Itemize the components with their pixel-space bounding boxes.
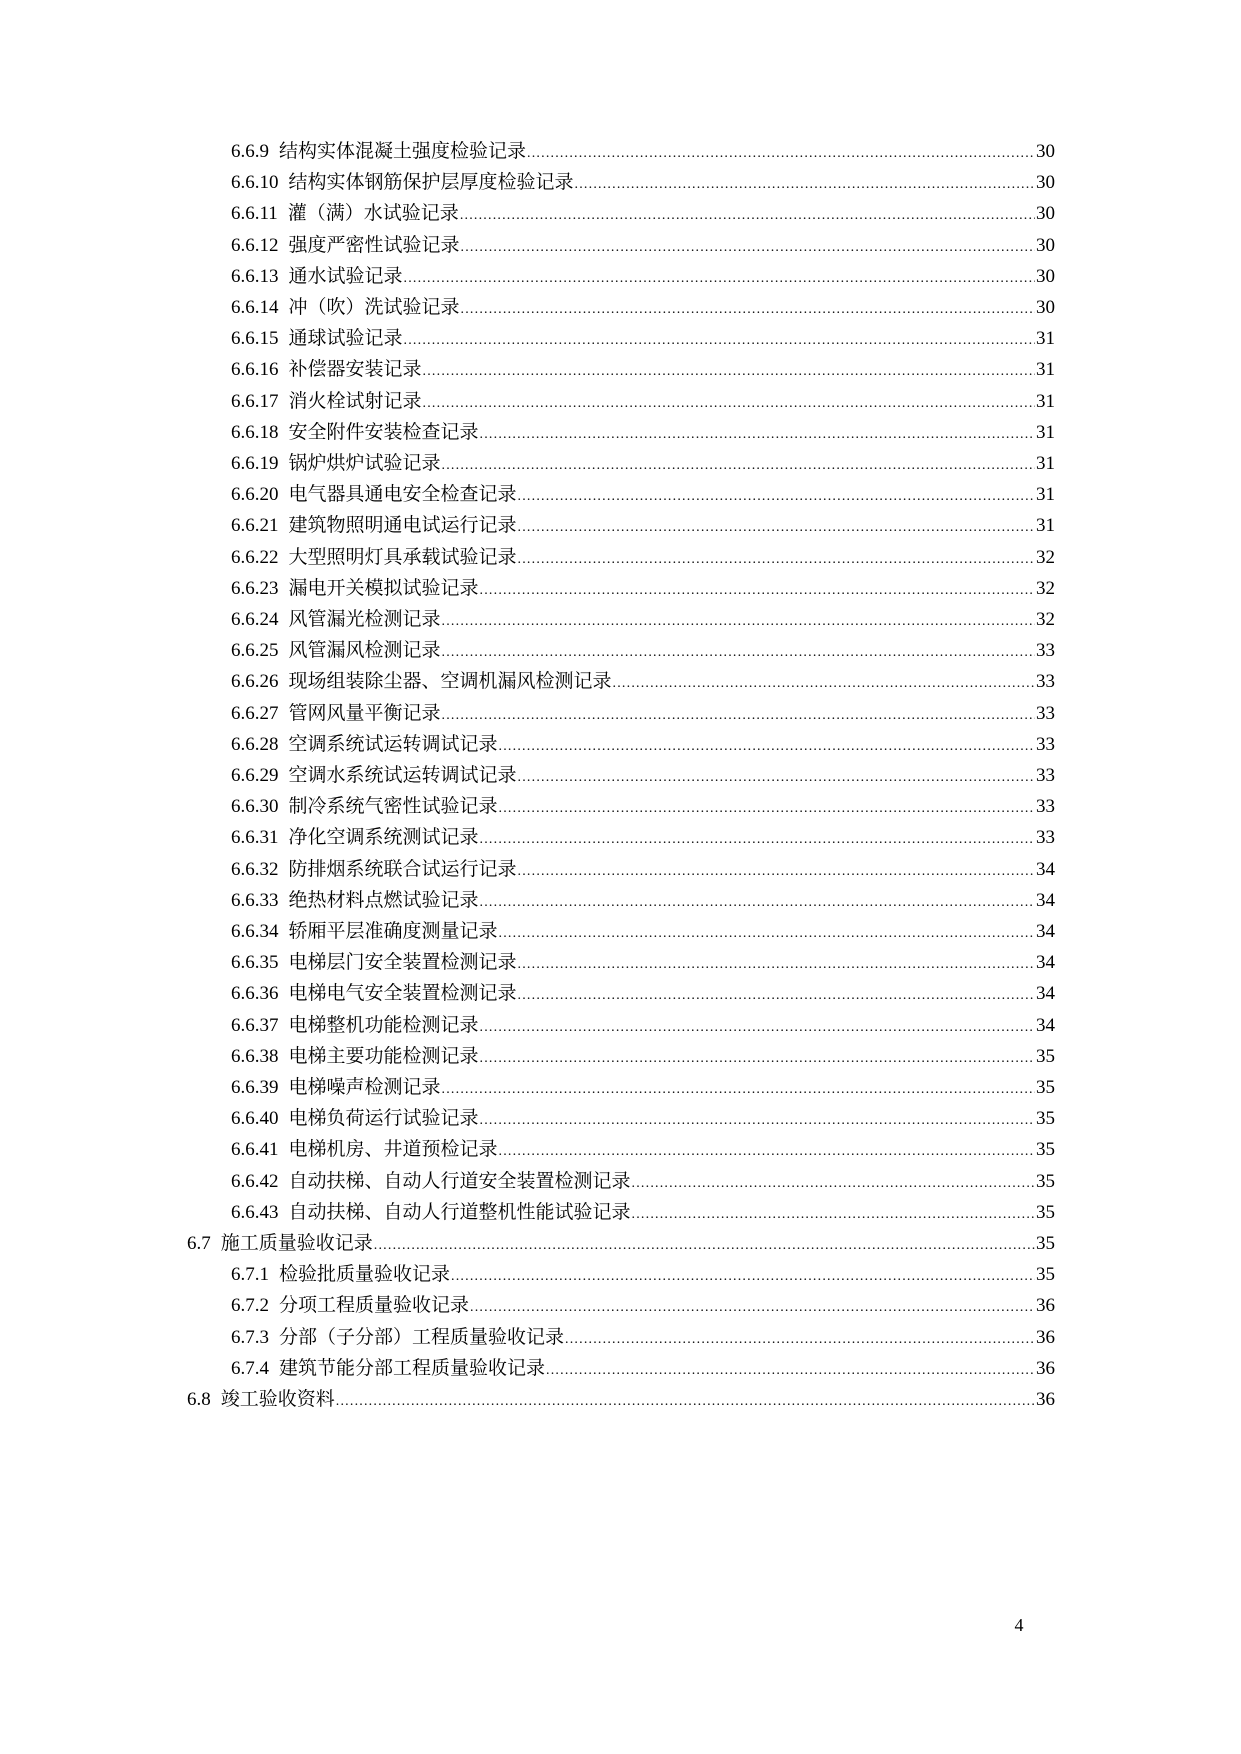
toc-entry[interactable] <box>231 324 1055 354</box>
toc-entry-page: 33 <box>1036 702 1055 724</box>
toc-entry-title: 分部（子分部）工程质量验收记录 <box>279 1326 565 1348</box>
toc-entry-title: 竣工验收资料 <box>220 1389 335 1410</box>
toc-entry-number: 6.6.35 <box>231 952 279 974</box>
toc-entry-title: 现场组装除尘器、空调机漏风检测记录 <box>288 671 612 693</box>
toc-entry-number: 6.6.36 <box>231 983 279 1005</box>
toc-entry[interactable] <box>231 1135 1055 1165</box>
toc-entry-number: 6.6.9 <box>231 141 269 162</box>
toc-entry[interactable] <box>231 667 1055 697</box>
toc-entry[interactable] <box>231 605 1055 635</box>
toc-dot-leader <box>442 701 1035 731</box>
toc-entry-title: 轿厢平层准确度测量记录 <box>288 921 498 942</box>
toc-entry[interactable] <box>231 293 1055 323</box>
toc-dot-leader <box>518 763 1035 793</box>
toc-entry-number: 6.6.42 <box>231 1170 279 1192</box>
toc-entry[interactable] <box>231 1354 1055 1384</box>
toc-entry-title: 安全附件安装检查记录 <box>288 421 479 443</box>
toc-entry-page: 31 <box>1036 359 1055 381</box>
toc-entry[interactable] <box>231 1198 1055 1228</box>
toc-dot-leader <box>518 950 1035 980</box>
toc-entry-title: 风管漏风检测记录 <box>288 640 441 662</box>
toc-dot-leader <box>613 669 1035 699</box>
toc-entry-page: 33 <box>1036 671 1055 693</box>
toc-entry-page: 36 <box>1036 1295 1055 1317</box>
toc-entry[interactable] <box>231 917 1055 947</box>
toc-entry-title: 检验批质量验收记录 <box>279 1264 451 1286</box>
toc-entry[interactable] <box>231 1104 1055 1134</box>
toc-entry-page: 36 <box>1036 1389 1055 1410</box>
toc-dot-leader <box>499 794 1035 824</box>
toc-dot-leader <box>470 1293 1035 1323</box>
toc-entry-number: 6.7.3 <box>231 1326 269 1348</box>
toc-dot-leader <box>518 857 1035 887</box>
toc-entry-page: 31 <box>1036 484 1055 506</box>
toc-entry[interactable] <box>231 636 1055 666</box>
toc-entry[interactable] <box>231 1167 1055 1197</box>
toc-entry-number: 6.8 <box>187 1389 211 1410</box>
toc-entry[interactable] <box>231 480 1055 510</box>
toc-entry-page: 35 <box>1036 1045 1055 1067</box>
toc-entry-number: 6.6.24 <box>231 609 279 630</box>
toc-entry-title: 强度严密性试验记录 <box>288 234 460 256</box>
toc-entry-number: 6.6.11 <box>231 203 278 225</box>
toc-dot-leader <box>499 1137 1035 1167</box>
toc-entry-number: 6.6.25 <box>231 640 279 662</box>
toc-entry-title: 电梯电气安全装置检测记录 <box>288 983 517 1005</box>
toc-entry[interactable] <box>231 730 1055 760</box>
toc-entry[interactable] <box>231 948 1055 978</box>
toc-entry-title: 结构实体钢筋保护层厚度检验记录 <box>288 172 574 194</box>
toc-entry-title: 通球试验记录 <box>288 328 403 350</box>
toc-entry-title: 灌（满）水试验记录 <box>287 203 459 225</box>
toc-entry-page: 31 <box>1036 515 1055 537</box>
toc-entry-title: 电气器具通电安全检查记录 <box>288 484 517 506</box>
toc-dot-leader <box>404 264 1035 294</box>
toc-entry-title: 建筑物照明通电试运行记录 <box>288 515 517 537</box>
toc-entry-number: 6.6.15 <box>231 328 279 350</box>
toc-dot-leader <box>518 482 1035 512</box>
toc-entry[interactable] <box>231 823 1055 853</box>
toc-entry[interactable] <box>231 1042 1055 1072</box>
toc-entry-title: 电梯整机功能检测记录 <box>288 1014 479 1036</box>
toc-entry-page: 34 <box>1036 1014 1055 1036</box>
toc-dot-leader <box>461 233 1035 263</box>
page-number: 4 <box>1014 1615 1024 1635</box>
toc-dot-leader <box>546 1356 1035 1386</box>
toc-entry-title: 管网风量平衡记录 <box>288 702 441 724</box>
toc-entry-number: 6.6.37 <box>231 1014 279 1036</box>
toc-entry-title: 通水试验记录 <box>288 265 403 287</box>
toc-entry-title: 空调水系统试运转调试记录 <box>288 765 517 786</box>
toc-entry-number: 6.6.39 <box>231 1077 279 1098</box>
toc-entry-page: 30 <box>1036 297 1055 318</box>
toc-entry-page: 31 <box>1036 328 1055 350</box>
toc-dot-leader <box>404 326 1035 356</box>
toc-dot-leader <box>565 1325 1035 1355</box>
toc-dot-leader <box>527 139 1035 169</box>
toc-entry[interactable] <box>231 761 1055 791</box>
toc-entry[interactable] <box>231 168 1055 198</box>
toc-entry-title: 自动扶梯、自动人行道整机性能试验记录 <box>288 1201 631 1223</box>
toc-entry[interactable] <box>231 199 1055 229</box>
toc-entry-number: 6.6.17 <box>231 390 279 412</box>
toc-entry-number: 6.6.14 <box>231 297 279 318</box>
toc-entry-number: 6.6.34 <box>231 921 279 942</box>
toc-entry-title: 建筑节能分部工程质量验收记录 <box>279 1357 546 1379</box>
toc-entry-number: 6.6.20 <box>231 484 279 506</box>
toc-dot-leader <box>442 607 1035 637</box>
toc-entry-title: 结构实体混凝土强度检验记录 <box>279 141 527 162</box>
toc-entry-page: 34 <box>1036 858 1055 880</box>
toc-entry-title: 大型照明灯具承载试验记录 <box>288 546 517 568</box>
toc-entry-number: 6.6.21 <box>231 515 279 537</box>
toc-entry[interactable] <box>231 511 1055 541</box>
toc-entry-title: 施工质量验收记录 <box>220 1233 373 1254</box>
toc-entry-number: 6.6.28 <box>231 733 279 755</box>
toc-entry-number: 6.6.27 <box>231 702 279 724</box>
toc-entry-number: 6.6.10 <box>231 172 279 194</box>
toc-entry-page: 33 <box>1036 765 1055 786</box>
toc-entry-page: 31 <box>1036 390 1055 412</box>
toc-entry-title: 净化空调系统测试记录 <box>288 827 479 849</box>
toc-dot-leader <box>423 389 1035 419</box>
toc-entry-number: 6.6.40 <box>231 1108 279 1130</box>
toc-entry-number: 6.6.38 <box>231 1045 279 1067</box>
toc-dot-leader <box>518 513 1035 543</box>
toc-entry[interactable] <box>231 418 1055 448</box>
toc-entry-number: 6.6.22 <box>231 546 279 568</box>
toc-entry-number: 6.6.12 <box>231 234 279 256</box>
toc-entry-title: 冲（吹）洗试验记录 <box>288 297 460 318</box>
toc-entry-number: 6.6.29 <box>231 765 279 786</box>
toc-entry[interactable] <box>231 886 1055 916</box>
toc-dot-leader <box>423 357 1035 387</box>
toc-entry-title: 分项工程质量验收记录 <box>279 1295 470 1317</box>
toc-dot-leader <box>451 1262 1035 1292</box>
toc-entry-page: 32 <box>1036 609 1055 630</box>
toc-entry-page: 35 <box>1036 1077 1055 1098</box>
toc-entry-page: 36 <box>1036 1357 1055 1379</box>
toc-entry-number: 6.6.32 <box>231 858 279 880</box>
toc-entry[interactable] <box>231 1011 1055 1041</box>
toc-dot-leader <box>575 170 1035 200</box>
toc-entry-page: 30 <box>1036 234 1055 256</box>
toc-entry-page: 30 <box>1036 172 1055 194</box>
toc-entry-page: 34 <box>1036 983 1055 1005</box>
toc-entry[interactable] <box>231 262 1055 292</box>
toc-entry-number: 6.6.16 <box>231 359 279 381</box>
toc-entry-page: 33 <box>1036 827 1055 849</box>
toc-dot-leader <box>480 888 1035 918</box>
toc-entry[interactable] <box>231 449 1055 479</box>
toc-entry-title: 绝热材料点燃试验记录 <box>288 889 479 911</box>
toc-entry-page: 32 <box>1036 546 1055 568</box>
toc-entry-number: 6.6.18 <box>231 421 279 443</box>
toc-entry-number: 6.6.33 <box>231 889 279 911</box>
toc-entry-page: 34 <box>1036 921 1055 942</box>
toc-entry-number: 6.7 <box>187 1233 211 1254</box>
toc-entry-number: 6.6.13 <box>231 265 279 287</box>
toc-entry-title: 空调系统试运转调试记录 <box>288 733 498 755</box>
toc-dot-leader <box>632 1169 1035 1199</box>
toc-dot-leader <box>461 295 1035 325</box>
toc-entry[interactable] <box>231 1323 1055 1353</box>
toc-entry-page: 35 <box>1036 1108 1055 1130</box>
toc-entry-title: 自动扶梯、自动人行道安全装置检测记录 <box>288 1170 631 1192</box>
toc-entry-page: 34 <box>1036 952 1055 974</box>
toc-entry-page: 34 <box>1036 889 1055 911</box>
toc-entry-title: 电梯层门安全装置检测记录 <box>288 952 517 974</box>
toc-entry[interactable] <box>187 1229 1055 1259</box>
toc-entry-number: 6.7.4 <box>231 1357 269 1379</box>
toc-entry[interactable] <box>231 137 1055 167</box>
toc-entry-title: 漏电开关模拟试验记录 <box>288 577 479 599</box>
toc-entry-number: 6.7.2 <box>231 1295 269 1317</box>
toc-dot-leader <box>480 1044 1035 1074</box>
toc-entry-page: 35 <box>1036 1139 1055 1161</box>
toc-dot-leader <box>442 451 1035 481</box>
toc-entry-number: 6.7.1 <box>231 1264 269 1286</box>
toc-entry-page: 33 <box>1036 640 1055 662</box>
toc-entry-number: 6.6.19 <box>231 453 279 474</box>
toc-dot-leader <box>499 919 1035 949</box>
toc-dot-leader <box>374 1231 1035 1261</box>
toc-entry[interactable] <box>231 1291 1055 1321</box>
toc-entry[interactable] <box>231 699 1055 729</box>
toc-entry[interactable] <box>231 1073 1055 1103</box>
toc-entry-number: 6.6.26 <box>231 671 279 693</box>
toc-entry-title: 制冷系统气密性试验记录 <box>288 796 498 818</box>
toc-entry-title: 锅炉烘炉试验记录 <box>288 453 441 474</box>
toc-entry-number: 6.6.30 <box>231 796 279 818</box>
toc-entry-page: 35 <box>1036 1170 1055 1192</box>
toc-dot-leader <box>480 576 1035 606</box>
toc-dot-leader <box>518 981 1035 1011</box>
toc-entry[interactable] <box>231 387 1055 417</box>
toc-dot-leader <box>632 1200 1035 1230</box>
toc-dot-leader <box>518 545 1035 575</box>
toc-entry-page: 36 <box>1036 1326 1055 1348</box>
toc-entry-page: 31 <box>1036 421 1055 443</box>
toc-dot-leader <box>442 638 1035 668</box>
toc-dot-leader <box>480 825 1035 855</box>
toc-entry[interactable] <box>231 855 1055 885</box>
toc-entry-title: 电梯主要功能检测记录 <box>288 1045 479 1067</box>
toc-dot-leader <box>442 1075 1035 1105</box>
toc-dot-leader <box>480 1106 1035 1136</box>
toc-entry-page: 32 <box>1036 577 1055 599</box>
toc-entry-number: 6.6.23 <box>231 577 279 599</box>
toc-dot-leader <box>480 420 1035 450</box>
toc-dot-leader <box>336 1387 1035 1417</box>
toc-entry-title: 电梯机房、井道预检记录 <box>288 1139 498 1161</box>
toc-entry[interactable] <box>231 231 1055 261</box>
toc-entry[interactable] <box>231 1260 1055 1290</box>
toc-entry-number: 6.6.43 <box>231 1201 279 1223</box>
toc-dot-leader <box>460 201 1035 231</box>
toc-entry-title: 风管漏光检测记录 <box>288 609 441 630</box>
toc-entry-page: 30 <box>1036 203 1055 225</box>
toc-entry-title: 补偿器安装记录 <box>288 359 422 381</box>
toc-entry[interactable] <box>231 355 1055 385</box>
toc-entry-page: 33 <box>1036 796 1055 818</box>
toc-entry[interactable] <box>231 574 1055 604</box>
toc-entry[interactable] <box>187 1385 1055 1415</box>
toc-entry-page: 35 <box>1036 1201 1055 1223</box>
toc-entry-title: 防排烟系统联合试运行记录 <box>288 858 517 880</box>
toc-entry-title: 消火栓试射记录 <box>288 390 422 412</box>
toc-entry-number: 6.6.31 <box>231 827 279 849</box>
toc-entry-page: 30 <box>1036 141 1055 162</box>
toc-entry-page: 33 <box>1036 733 1055 755</box>
toc-entry-page: 35 <box>1036 1264 1055 1286</box>
toc-entry-page: 35 <box>1036 1233 1055 1254</box>
toc-entry[interactable] <box>231 792 1055 822</box>
toc-dot-leader <box>480 1013 1035 1043</box>
toc-entry-page: 31 <box>1036 453 1055 474</box>
toc-entry[interactable] <box>231 979 1055 1009</box>
toc-entry-number: 6.6.41 <box>231 1139 279 1161</box>
toc-dot-leader <box>499 732 1035 762</box>
toc-entry-title: 电梯负荷运行试验记录 <box>288 1108 479 1130</box>
toc-entry-title: 电梯噪声检测记录 <box>288 1077 441 1098</box>
toc-entry[interactable] <box>231 543 1055 573</box>
toc-entry-page: 30 <box>1036 265 1055 287</box>
